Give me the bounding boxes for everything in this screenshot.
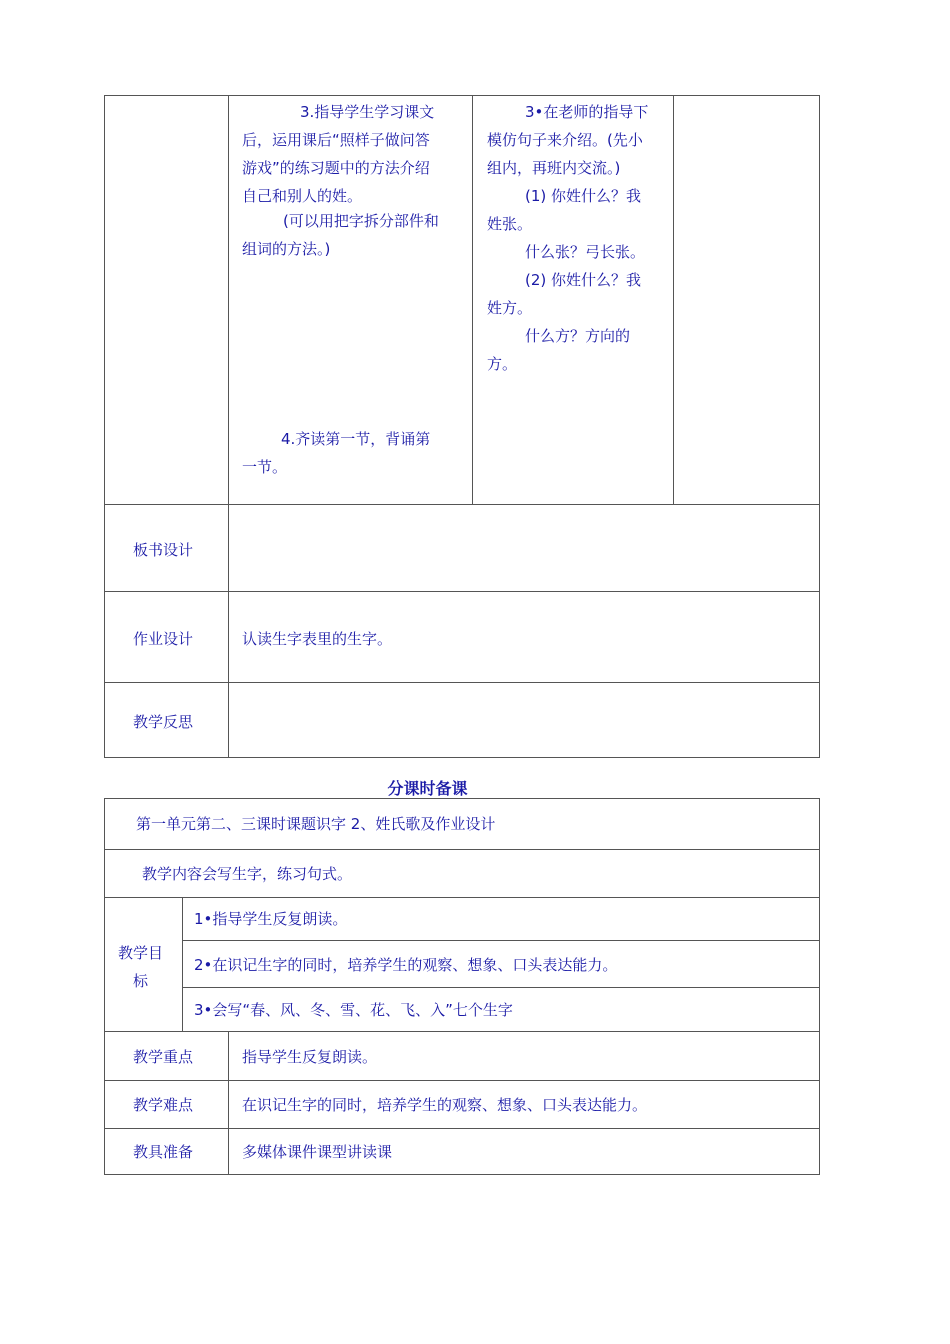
key-point-text: 指导学生反复朗读。	[242, 1048, 378, 1066]
step3-left-line1: 3.指导学生学习课文	[300, 103, 435, 121]
goal-item-2: 2•在识记生字的同时，培养学生的观察、想象、口头表达能力。	[194, 956, 618, 974]
step3-right-line4: (1) 你姓什么？我	[525, 187, 642, 205]
step3-right-line5: 姓张。	[487, 215, 533, 233]
section-title: 分课时备课	[387, 779, 468, 798]
difficulty-label: 教学难点	[133, 1096, 194, 1114]
teaching-goals-label-2: 标	[133, 972, 149, 990]
teaching-reflection-label: 教学反思	[133, 713, 194, 731]
step3-right-line7: (2) 你姓什么？我	[525, 271, 642, 289]
key-point-label: 教学重点	[133, 1048, 194, 1066]
step3-left-line4: 自己和别人的姓。	[242, 187, 363, 205]
step3-right-line9: 什么方？方向的	[525, 327, 631, 345]
step4-left-line1: 4.齐读第一节，背诵第	[281, 430, 431, 448]
step3-right-line6: 什么张？弓长张。	[525, 243, 646, 261]
homework-design-text: 认读生字表里的生字。	[242, 630, 393, 648]
teaching-goals-label-1: 教学目	[118, 944, 164, 962]
lesson-title: 第一单元第二、三课时课题识字 2、姓氏歌及作业设计	[136, 815, 496, 833]
goal-item-3: 3•会写“春、风、冬、雪、花、飞、入”七个生字	[194, 1001, 513, 1019]
step3-right-line2: 模仿句子来介绍。(先小	[487, 131, 643, 149]
tools-text: 多媒体课件课型讲读课	[242, 1143, 393, 1161]
board-design-label: 板书设计	[133, 541, 194, 559]
step3-right-line10: 方。	[487, 355, 518, 373]
step3-left-line5: (可以用把字拆分部件和	[283, 212, 439, 230]
step3-right-line3: 组内，再班内交流。)	[487, 159, 621, 177]
step3-right-line8: 姓方。	[487, 299, 533, 317]
teaching-content: 教学内容会写生字，练习句式。	[142, 865, 353, 883]
step3-left-line6: 组词的方法。)	[242, 240, 331, 258]
step3-left-line2: 后，运用课后“照样子做问答	[242, 131, 430, 149]
homework-design-label: 作业设计	[133, 630, 194, 648]
difficulty-text: 在识记生字的同时，培养学生的观察、想象、口头表达能力。	[242, 1096, 648, 1114]
step4-left-line2: 一节。	[242, 458, 288, 476]
step3-left-line3: 游戏”的练习题中的方法介绍	[242, 159, 430, 177]
tools-label: 教具准备	[133, 1143, 194, 1161]
goal-item-1: 1•指导学生反复朗读。	[194, 910, 348, 928]
step3-right-line1: 3•在老师的指导下	[525, 103, 649, 121]
